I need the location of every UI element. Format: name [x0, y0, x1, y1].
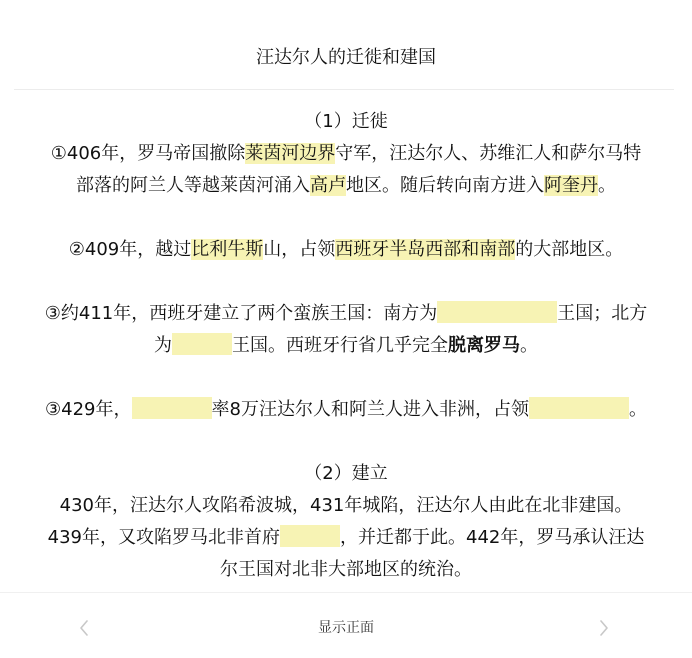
section-heading-migration: （1）迁徙 [304, 111, 388, 132]
chevron-right-icon [598, 619, 610, 637]
highlight-gaul: 高卢 [310, 175, 346, 196]
cloze-blank-leader[interactable] [132, 397, 212, 419]
paragraph-411-line-2: 为 王国。西班牙行省几乎完全脱离罗马。 [154, 335, 538, 356]
paragraph-429: ③429年， 率8万汪达尔人和阿兰人进入非洲，占领 。 [45, 399, 647, 420]
title-divider [14, 89, 674, 90]
bold-detach-rome: 脱离罗马 [448, 335, 520, 356]
cloze-blank-occupied-region[interactable] [529, 397, 629, 419]
card-title: 汪达尔人的迁徙和建国 [256, 47, 436, 68]
paragraph-406-line-1: ①406年，罗马帝国撤除莱茵河边界守军，汪达尔人、苏维汇人和萨尔马特 [50, 143, 642, 164]
show-front-button[interactable]: 显示正面 [318, 620, 374, 636]
next-card-button[interactable] [592, 616, 616, 640]
section-heading-founding: （2）建立 [304, 463, 388, 484]
footer-divider [0, 592, 692, 593]
paragraph-411-line-1: ③约411年，西班牙建立了两个蛮族王国：南方为 王国；北方 [44, 303, 648, 324]
highlight-rhine-border: 莱茵河边界 [245, 143, 336, 164]
cloze-blank-north-kingdom[interactable] [172, 333, 232, 355]
cloze-blank-capital[interactable] [280, 525, 340, 547]
cloze-blank-south-kingdom[interactable] [437, 301, 557, 323]
highlight-aquitaine: 阿奎丹 [544, 175, 598, 196]
card-content [8, 106, 684, 586]
paragraph-442: 尔王国对北非大部地区的统治。 [220, 559, 472, 580]
paragraph-430: 430年，汪达尔人攻陷希波城，431年城陷，汪达尔人由此在北非建国。 [59, 495, 633, 516]
paragraph-406-line-2: 部落的阿兰人等越莱茵河涌入高卢地区。随后转向南方进入阿奎丹。 [76, 175, 616, 196]
paragraph-409: ②409年，越过比利牛斯山，占领西班牙半岛西部和南部的大部地区。 [68, 239, 624, 260]
highlight-pyrenees: 比利牛斯 [191, 239, 264, 260]
paragraph-439: 439年，又攻陷罗马北非首府 ，并迁都于此。442年，罗马承认汪达 [47, 527, 645, 548]
highlight-iberia-west-south: 西班牙半岛西部和南部 [335, 239, 516, 260]
